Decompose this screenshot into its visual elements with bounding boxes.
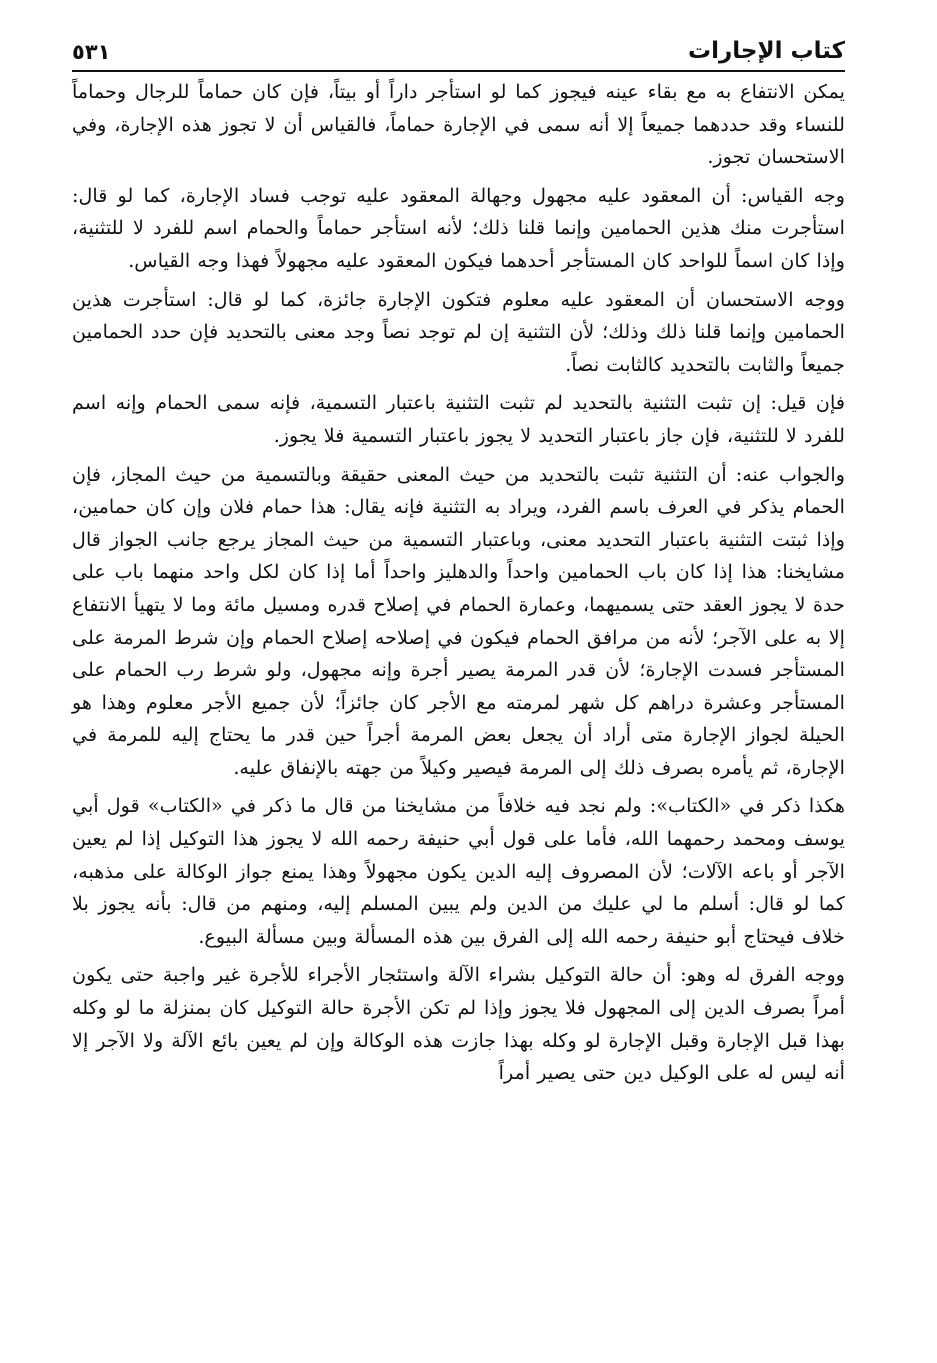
page-number: ٥٣١ xyxy=(72,40,111,64)
paragraph: فإن قيل: إن تثبت التثنية بالتحديد لم تثبت التثنية باعتبار التسمية، فإنه سمى الحمام وإنه اسم للفرد لا للتثنية، فإن جاز باعتبار التحديد لا يجوز باعتبار التسمية فلا يجوز. xyxy=(72,391,845,447)
paragraph: وجه القياس: أن المعقود عليه مجهول وجهالة المعقود عليه توجب فساد الإجارة، كما لو قال: استأجرت منك هذين الحمامين وإنما قلنا ذلك؛ لأنه استأجر حماماً والحمام اسم للفرد لا للتثنية، وإذا كان اسماً للواحد كان المستأجر أحدهما فيكون المعقود عليه مجهولاً فهذا وجه القياس. xyxy=(72,183,845,272)
paragraph: ووجه الاستحسان أن المعقود عليه معلوم فتكون الإجارة جائزة، كما لو قال: استأجرت هذين الحمامين وإنما قلنا ذلك وذلك؛ لأن التثنية إن لم توجد نصاً وجد معنى بالتحديد فإن حدد الحمامين جميعاً والثابت بالتحديد كالثابت نصاً. xyxy=(72,287,845,376)
page-body xyxy=(72,76,845,1090)
paragraph: هكذا ذكر في «الكتاب»: ولم نجد فيه خلافاً من مشايخنا من قال ما ذكر في «الكتاب» قول أبي يوسف ومحمد رحمهما الله، فأما على قول أبي حنيفة رحمه الله لا يجوز هذا التوكيل إذا لم يعين الآجر أو باعه الآلات؛ لأن المصروف إليه الدين يكون مجهولاً وهذا يمنع جواز الوكالة على مذهبه، كما لو قال: أسلم ما لي عليك من الدين ولم يبين المسلم إليه، ومنهم من قال: بأنه يجوز بلا خلاف فيحتاج أبو حنيفة رحمه الله إلى الفرق بين هذه المسألة وبين مسألة البيوع. xyxy=(72,794,845,948)
chapter-title: كتاب الإجارات xyxy=(688,38,845,64)
running-header xyxy=(72,30,845,72)
paragraph: والجواب عنه: أن التثنية تثبت بالتحديد من حيث المعنى حقيقة وبالتسمية من حيث المجاز، فإن الحمام يذكر في العرف باسم الفرد، ويراد به التثنية فإنه يقال: هذا حمام فلان وإن كان حمامين، وإذا ثبتت التثنية باعتبار التحديد معنى، وباعتبار التسمية من حيث المجاز يرجع جانب الجواز قال مشايخنا: هذا إذا كان باب الحمامين واحداً والدهليز واحداً أما إذا كان لكل واحد منهما باب على حدة لا يجوز العقد حتى يسميهما، وعمارة الحمام في إصلاح قدره ومسيل مائة وما لا يتهيأ الانتفاع إلا به على الآجر؛ لأنه من مرافق الحمام فيكون في إصلاحه إصلاح الحمام وإن شرط المرمة على المستأجر فسدت الإجارة؛ لأن قدر المرمة يصير أجرة وإنه مجهول، ولو شرط رب الحمام على المستأجر وعشرة دراهم كل شهر لمرمته مع الأجر كان جائزاً؛ لأن جميع الأجر معلوم وهذا هو الحيلة لجواز الإجارة متى أراد أن يجعل بعض المرمة أجراً حين قدر ما يحتاج إليه للمرمة في الإجارة، ثم يأمره بصرف ذلك إلى المرمة فيصير وكيلاً من جهته بالإنفاق عليه. xyxy=(72,462,846,779)
paragraph: ووجه الفرق له وهو: أن حالة التوكيل بشراء الآلة واستئجار الأجراء للأجرة غير واجبة حتى يكون أمراً بصرف الدين إلى المجهول فلا يجوز وإذا لم تكن الأجرة حالة التوكيل كان بمنزلة ما لو وكله بهذا قبل الإجارة وقبل الإجارة لو وكله بهذا جازت هذه الوكالة وإن لم يعين بائع الآلة ولا الآجر إلا أنه ليس له على الوكيل دين حتى يصير أمراً xyxy=(72,963,845,1085)
paragraph: يمكن الانتفاع به مع بقاء عينه فيجوز كما لو استأجر داراً أو بيتاً، فإن كان حماماً للرجال وحماماً للنساء وقد حددهما جميعاً إلا أنه سمى في الإجارة حماماً، فالقياس أن لا تجوز هذه الإجارة، وفي الاستحسان تجوز. xyxy=(72,80,845,169)
